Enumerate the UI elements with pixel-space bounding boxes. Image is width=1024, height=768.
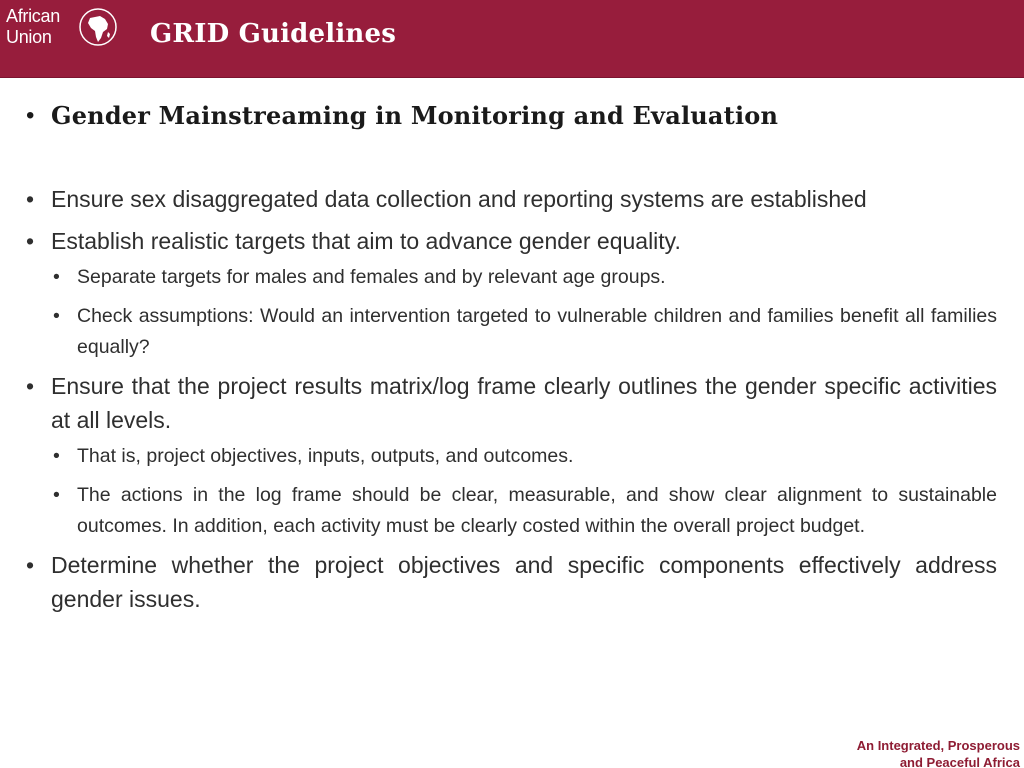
africa-map-icon <box>78 7 118 47</box>
sub-bullet-icon: • <box>53 445 60 467</box>
sub-bullet-item <box>22 480 997 542</box>
bullet-icon: • <box>26 186 35 212</box>
page-title: GRID Guidelines <box>150 19 397 49</box>
footer-tagline <box>857 737 1020 768</box>
african-union-logo <box>6 6 116 50</box>
logo-text-line1: African <box>6 6 60 26</box>
sub-bullet-text: That is, project objectives, inputs, outputs, and outcomes. <box>77 445 574 467</box>
sub-bullet-text: Separate targets for males and females and by relevant age groups. <box>77 266 666 288</box>
bullet-icon: • <box>26 228 35 254</box>
sub-bullet-text: The actions in the log frame should be clear, measurable, and show clear alignment to sustainable outcomes. In addition, each activity must be clearly costed within the overall project budget. <box>77 484 997 537</box>
bullet-icon: • <box>26 102 35 129</box>
sub-bullet-icon: • <box>53 484 60 506</box>
footer-tagline-line1: An Integrated, Prosperous <box>856 738 1020 753</box>
bullet-item <box>22 369 997 437</box>
section-heading-text: Gender Mainstreaming in Monitoring and Evaluation <box>51 101 779 130</box>
bullet-text: Establish realistic targets that aim to advance gender equality. <box>51 228 681 254</box>
bullet-text: Ensure that the project results matrix/log frame clearly outlines the gender specific activities at all levels. <box>51 373 997 433</box>
logo-text <box>6 6 60 48</box>
bullet-icon: • <box>26 373 35 399</box>
sub-bullet-text: Check assumptions: Would an intervention targeted to vulnerable children and families benefit all families equally? <box>77 305 997 358</box>
logo-text-line2: Union <box>6 27 52 47</box>
bullet-item <box>22 224 997 258</box>
header-bar <box>0 0 1024 78</box>
spacer <box>22 136 997 182</box>
bullet-item <box>22 182 997 216</box>
bullet-text: Ensure sex disaggregated data collection and reporting systems are established <box>51 186 867 212</box>
sub-bullet-item <box>22 441 997 472</box>
bullet-text: Determine whether the project objectives and specific components effectively address gender issues. <box>51 552 997 612</box>
section-heading <box>22 96 997 136</box>
sub-bullet-icon: • <box>53 305 60 327</box>
bullet-icon: • <box>26 552 35 578</box>
sub-bullet-item <box>22 301 997 363</box>
bullet-item <box>22 548 997 616</box>
slide-content <box>22 96 997 616</box>
footer-tagline-line2: and Peaceful Africa <box>899 755 1020 768</box>
sub-bullet-icon: • <box>53 266 60 288</box>
sub-bullet-item <box>22 262 997 293</box>
